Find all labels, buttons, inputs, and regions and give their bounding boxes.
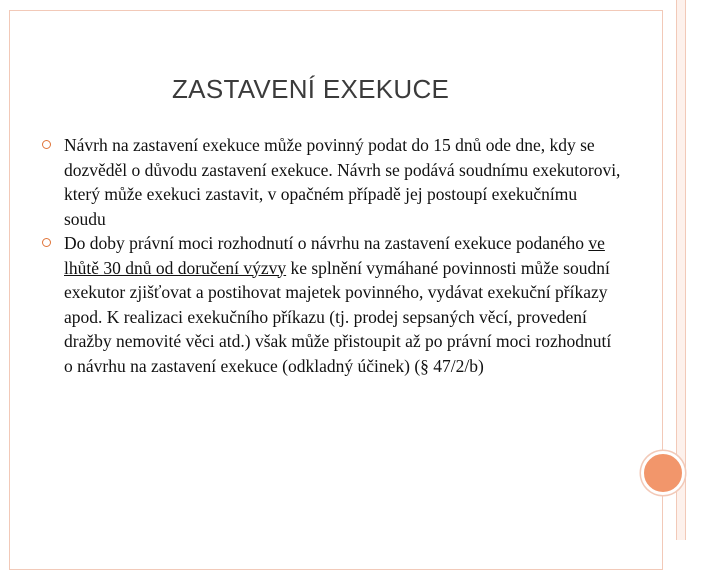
bullet-text-after: ke splnění vymáhané povinnosti může soudní exekutor zjišťovat a postihovat majetek povinného, vydávat exekuční příkazy apod. K realizaci exekučního příkazu (tj. prodej sepsaných věcí, provedení dražby nemovité věci atd.) však může přistoupit až po právní moci rozhodnutí o návrhu na zastavení exekuce (odkladný účinek) (§ 47/2/b) xyxy=(64,257,612,376)
bullet-list xyxy=(42,133,622,378)
slide-title: ZASTAVENÍ EXEKUCE xyxy=(172,74,450,104)
bullet-item xyxy=(42,133,622,231)
decorative-circle-icon xyxy=(641,451,685,495)
bullet-text-before: Do doby právní moci rozhodnutí o návrhu na zastavení exekuce podaného xyxy=(64,233,589,253)
bullet-text: Návrh na zastavení exekuce může povinný podat do 15 dnů ode dne, kdy se dozvěděl o důvodu zastavení exekuce. Návrh se podává soudnímu exekutorovi, který může exekuci zastavit, v opačném případě jej postoupí exekučnímu soudu xyxy=(64,135,621,229)
bullet-circle-icon xyxy=(42,238,51,247)
bullet-circle-icon xyxy=(42,140,51,149)
bullet-underlined-phrase: ve lhůtě 30 dnů od doručení výzvy xyxy=(64,233,605,278)
bullet-item xyxy=(42,231,622,378)
